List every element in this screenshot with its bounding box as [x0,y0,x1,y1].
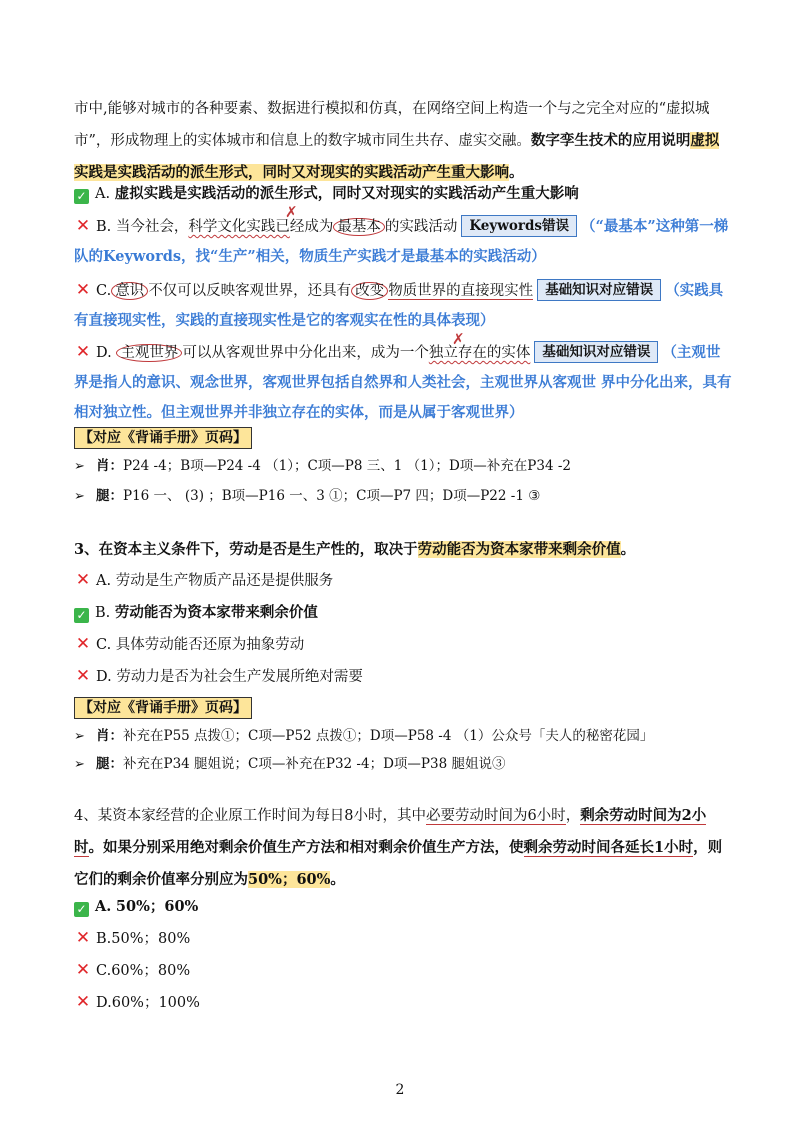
handwritten-x-icon: ✗ [452,330,465,348]
q3-option-a: ✕ A. 劳动是生产物质产品还是提供服务 [74,566,734,596]
intro-paragraph: 市中,能够对城市的各种要素、数据进行模拟和仿真，在网络空间上构造一个与之完全对应的“虚拟城市”，形成物理上的实体城市和信息上的数字城市同生共存、虚实交融。数字孪生技术的应用说明虚拟实践是实践活动的派生形式，同时又对现实的实践活动产生重大影响。 [74,101,720,181]
q4-highlight: 50%；60% [248,871,331,888]
bullet-arrow-icon: ➢ [74,459,85,474]
cross-icon: ✕ [75,960,91,980]
bullet-arrow-icon: ➢ [74,757,85,772]
circled-keyword: 改变 [351,282,388,300]
cross-icon: ✕ [75,570,91,590]
underline: 必要劳动时间为6小时 [425,808,566,824]
explanation-note: （“最基本”这种第一梯队的Keywords，找“生产”相关，物质生产实践才是最基本的实践活动） [74,218,729,265]
q3-ref-xiao: ➢ 肖：补充在P55 点拨①；C项—P52 点拨①；D项—P58 -4 （1）公众号「夫人的秘密花园」 [74,722,734,751]
cross-icon: ✕ [75,634,91,654]
cross-icon: ✕ [75,280,91,300]
underline: 剩余劳动时间为2小时 [74,807,707,856]
q2-option-c: ✕ C. 意识 不仅可以反映客观世界，还具有 改变 物质世界的直接现实性 基础知识对应错误 （实践具有直接现实性，实践的直接现实性是它的客观实在性的具体表现） [74,275,734,336]
q4-stem: 4、某资本家经营的企业原工作时间为每日8小时，其中必要劳动时间为6小时，剩余劳动时间为2小时。如果分别采用绝对剩余价值生产方法和相对剩余价值生产方法，使剩余劳动时间各延长1小时，则它们的剩余价值率分别应为50%；60%。 [74,807,723,888]
page-number: 2 [395,1082,405,1098]
cross-icon: ✕ [75,928,91,948]
cross-icon: ✕ [75,992,91,1012]
q4-option-c: ✕ C.60%；80% [74,956,734,986]
q4-option-a: ✓ A. 50%；60% [74,892,734,922]
circled-keyword: 最基本 [333,218,385,236]
error-tag: 基础知识对应错误 [537,279,661,301]
q2-option-a: ✓ A. 虚拟实践是实践活动的派生形式，同时又对现实的实践活动产生重大影响 [74,179,734,209]
pages-label: 【对应《背诵手册》页码】 [74,697,252,719]
q3-ref-tui: ➢ 腿：补充在P34 腿姐说；C项—补充在P32 -4；D项—P38 腿姐说③ [74,750,734,779]
handwritten-x-icon: ✗ [285,203,298,221]
q3-pages-header [74,696,734,720]
q2-option-b: ✕ B. 当今社会，科学文化实践已经成为 最基本 的实践活动 Keywords错误 （“最基本”这种第一梯队的Keywords，找“生产”相关，物质生产实践才是最基本的实践活动） [74,211,734,272]
q4-option-b: ✕ B.50%；80% [74,924,734,954]
intro-highlight: 虚拟实践是实践活动的派生形式，同时又对现实的实践活动产生重大影响 [74,132,720,181]
q3-highlight: 劳动能否为资本家带来剩余价值 [417,541,621,558]
q3-option-c: ✕ C. 具体劳动能否还原为抽象劳动 [74,630,734,660]
explanation-note: （实践具有直接现实性，实践的直接现实性是它的客观实在性的具体表现） [74,282,724,329]
q2-ref-tui: ➢ 腿：P16 一、 (3) ；B项—P16 一、3 ①；C项—P7 四；D项—P22 -1 ③ [74,482,734,511]
intro-bold-text: 数字孪生技术的应用说明 [530,132,691,149]
q4-option-d: ✕ D.60%；100% [74,988,734,1018]
explanation-note: （主观世界是指人的意识、观念世界，客观世界包括自然界和人类社会，主观世界从客观世 界中分化出来，具有相对独立性。但主观世界并非独立存在的实体，而是从属于客观世界） [74,344,732,421]
check-icon: ✓ [74,608,89,623]
cross-icon: ✕ [75,342,91,362]
error-tag: 基础知识对应错误 [534,341,658,363]
circled-keyword: 主观世界 [116,344,182,362]
bullet-arrow-icon: ➢ [74,729,85,744]
wavy-underline: 独立存在的实体 [428,345,531,361]
wavy-underline: 科学文化实践已 [188,219,290,235]
q3-option-d: ✕ D. 劳动力是否为社会生产发展所绝对需要 [74,662,734,692]
error-tag: Keywords错误 [461,215,577,237]
bullet-arrow-icon: ➢ [74,489,85,504]
q2-pages-header [74,426,734,450]
check-icon: ✓ [74,902,89,917]
q2-ref-xiao: ➢ 肖：P24 -4；B项—P24 -4 （1）；C项—P8 三、1 （1）；D项—补充在P34 -2 [74,452,734,481]
cross-icon: ✕ [75,216,91,236]
pages-label: 【对应《背诵手册》页码】 [74,427,252,449]
cross-icon: ✕ [75,666,91,686]
q3-stem: 3、在资本主义条件下，劳动是否是生产性的，取决于劳动能否为资本家带来剩余价值。 [74,541,636,558]
q3-option-b: ✓ B. 劳动能否为资本家带来剩余价值 [74,598,734,628]
underline: 剩余劳动时间各延长1小时 [523,839,694,856]
q2-option-d: ✕ D. 主观世界 可以从客观世界中分化出来，成为一个独立存在的实体 基础知识对应错误 （主观世界是指人的意识、观念世界，客观世界包括自然界和人类社会，主观世界从客观世 界中分化出来，具有相对独立性。但主观世界并非独立存在的实体，而是从属于客观世界） [74,338,734,428]
circled-keyword: 意识 [111,282,148,300]
q2-option-a-text: 虚拟实践是实践活动的派生形式，同时又对现实的实践活动产生重大影响 [114,185,579,202]
intro-text: 市中,能够对城市的各种要素、数据进行模拟和仿真，在网络空间上构造一个与之完全对应的“虚拟城市”，形成物理上的实体城市和信息上的数字城市同生共存、虚实交融。 [74,101,710,149]
check-icon: ✓ [74,189,89,204]
underline: 物质世界的直接现实性 [388,283,534,299]
